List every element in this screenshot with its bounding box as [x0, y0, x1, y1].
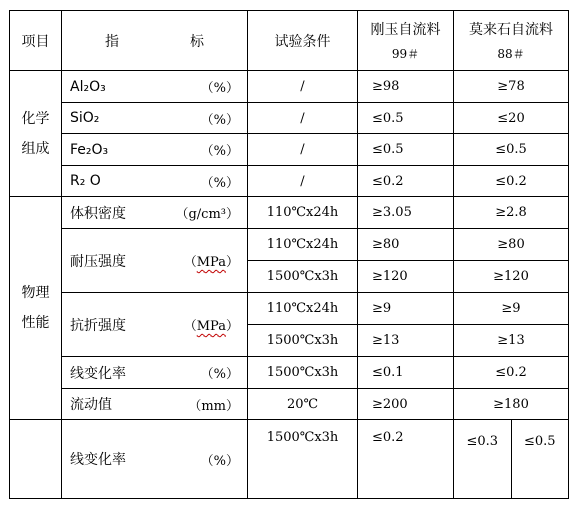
condition-cell: 110℃x24h [248, 229, 358, 261]
unit-mpa: MPa [196, 255, 226, 270]
item-unit: （%） [200, 453, 239, 469]
empty-group-cell [10, 420, 62, 499]
item-name: 耐压强度 [70, 253, 126, 270]
unit-open: （ [183, 319, 197, 334]
mullite-value: ≥120 [454, 261, 569, 293]
header-corundum-grade: 99＃ [391, 47, 420, 61]
item-unit: （%） [200, 144, 239, 159]
item-cell [62, 293, 248, 357]
mullite-value: ≤0.5 [454, 134, 569, 166]
mullite-value: ≤0.2 [454, 357, 569, 389]
mullite-value: ≥80 [454, 229, 569, 261]
corundum-value: ≥120 [358, 261, 454, 293]
item-cell [62, 197, 248, 229]
item-name: Al₂O₃ [70, 78, 106, 95]
item-unit: （g/cm³） [175, 207, 239, 222]
header-mullite [454, 11, 569, 71]
item-cell [62, 71, 248, 103]
item-cell [62, 134, 248, 166]
condition-cell: / [248, 166, 358, 197]
item-unit [184, 315, 239, 334]
mullite-value: ≤0.2 [454, 166, 569, 197]
mullite-value: ≥2.8 [454, 197, 569, 229]
condition-cell: / [248, 71, 358, 103]
item-name: 流动值 [70, 397, 112, 413]
table-row [10, 357, 569, 389]
header-mullite-grade: 88＃ [497, 47, 525, 61]
item-cell [62, 389, 248, 420]
item-unit: （mm） [188, 398, 239, 414]
table-row [10, 134, 569, 166]
header-index-a: 指 [105, 33, 120, 50]
condition-cell: 1500℃x3h [248, 325, 358, 357]
unit-close: ） [225, 319, 239, 334]
group-chemical-line2: 组成 [21, 140, 50, 157]
spec-table-wrapper [9, 10, 569, 499]
item-cell [62, 103, 248, 134]
header-corundum [358, 11, 454, 71]
header-corundum-name: 刚玉自流料 [370, 22, 441, 38]
mullite-value-a: ≤0.3 [466, 434, 499, 449]
item-name: SiO₂ [70, 110, 100, 126]
corundum-value: ≥3.05 [358, 197, 454, 229]
mullite-split [454, 420, 568, 498]
condition-cell: 110℃x24h [248, 197, 358, 229]
header-item: 项目 [10, 11, 62, 71]
condition-cell: 110℃x24h [248, 293, 358, 325]
group-chemical [10, 71, 62, 197]
condition-cell: 1500℃x3h [248, 261, 358, 293]
table-row [10, 389, 569, 420]
corundum-value: ≥9 [358, 293, 454, 325]
corundum-value: ≥98 [358, 71, 454, 103]
item-name: 体积密度 [70, 205, 126, 222]
item-cell [62, 420, 248, 499]
corundum-value: ≥80 [358, 229, 454, 261]
group-chemical-line1: 化学 [21, 110, 50, 127]
header-index [62, 11, 248, 71]
mullite-value: ≥9 [454, 293, 569, 325]
header-index-b: 标 [189, 33, 204, 50]
mullite-value: ≥180 [454, 389, 569, 420]
table-row [10, 166, 569, 197]
mullite-value: ≤20 [454, 103, 569, 134]
corundum-value: ≤0.5 [358, 103, 454, 134]
corundum-value: ≤0.5 [358, 134, 454, 166]
item-unit: （%） [200, 112, 239, 128]
table-row [10, 103, 569, 134]
corundum-value: ≥200 [358, 389, 454, 420]
unit-open: （ [183, 255, 197, 270]
group-physical-line2: 性能 [21, 315, 50, 331]
item-name: 抗折强度 [70, 317, 126, 334]
item-name: 线变化率 [70, 452, 126, 468]
unit-close: ） [225, 255, 239, 270]
mullite-value: ≥13 [454, 325, 569, 357]
condition-cell: 20℃ [248, 389, 358, 420]
corundum-value: ≥13 [358, 325, 454, 357]
corundum-value: ≤0.2 [358, 420, 454, 499]
corundum-value: ≤0.2 [358, 166, 454, 197]
table-row [10, 229, 569, 261]
item-unit: （%） [200, 175, 239, 191]
header-mullite-name: 莫来石自流料 [469, 22, 553, 38]
condition-cell: / [248, 103, 358, 134]
item-cell [62, 229, 248, 293]
spec-table [9, 10, 569, 499]
condition-cell: / [248, 134, 358, 166]
condition-cell: 1500℃x3h [248, 357, 358, 389]
header-row [10, 11, 569, 71]
condition-cell: 1500℃x3h [248, 420, 358, 499]
item-unit: （%） [200, 367, 239, 382]
item-unit: （%） [200, 81, 239, 96]
item-name: 线变化率 [70, 365, 126, 382]
header-condition: 试验条件 [248, 11, 358, 71]
table-row [10, 420, 569, 499]
table-row [10, 293, 569, 325]
mullite-value: ≥78 [454, 71, 569, 103]
item-cell [62, 166, 248, 197]
mullite-split-cell [454, 420, 569, 499]
mullite-value-b: ≤0.5 [511, 420, 569, 498]
item-name: R₂ O [70, 173, 101, 189]
group-physical-line1: 物理 [21, 285, 50, 301]
table-row [10, 71, 569, 103]
group-physical [10, 197, 62, 420]
table-row [10, 197, 569, 229]
item-cell [62, 357, 248, 389]
item-name: Fe₂O₃ [70, 141, 109, 158]
item-unit [184, 251, 239, 270]
unit-mpa: MPa [196, 319, 226, 334]
corundum-value: ≤0.1 [358, 357, 454, 389]
